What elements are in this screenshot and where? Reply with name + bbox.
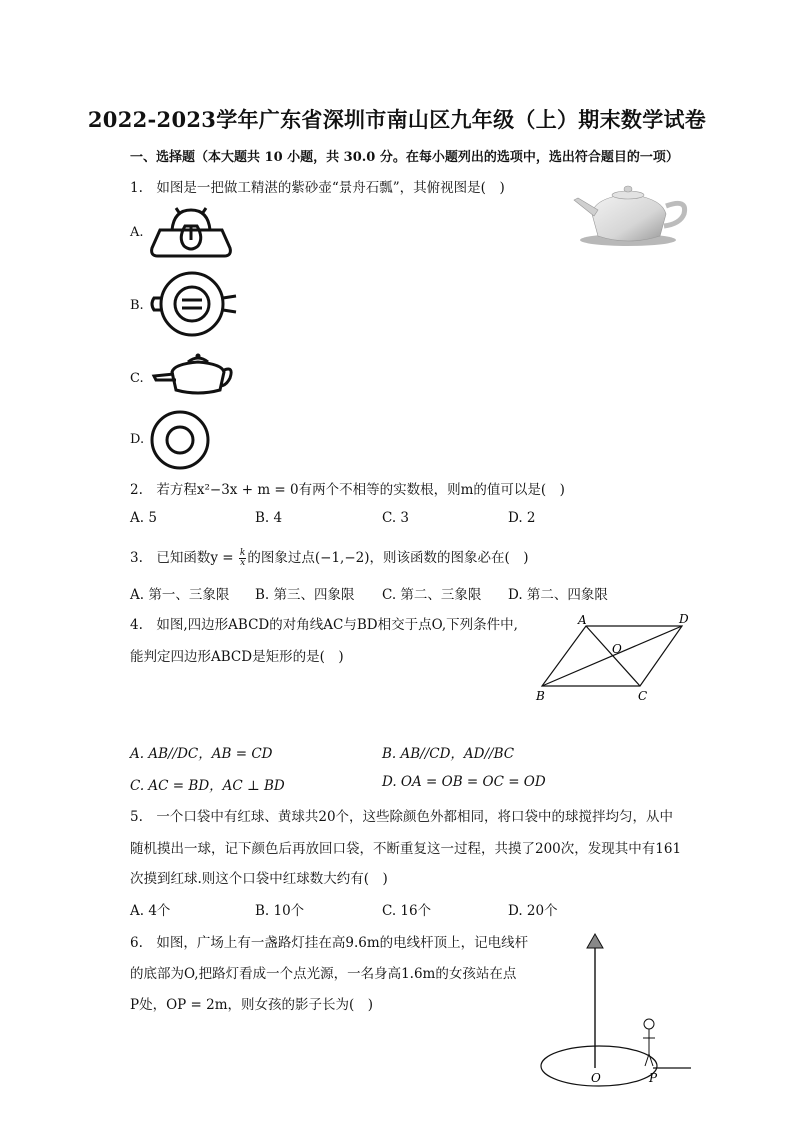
- label-o-point: O: [591, 1071, 601, 1085]
- question-5-line3: 次摸到红球.则这个口袋中红球数大约有( ): [130, 871, 388, 887]
- label-p-point: P: [649, 1071, 658, 1085]
- streetlight-figure: [535, 928, 693, 1088]
- option-c-label: C.: [130, 371, 144, 386]
- question-4-stem-line1: 4. 如图,四边形ABCD的对角线AC与BD相交于点O,下列条件中,: [130, 617, 518, 633]
- parallelogram-figure: [530, 610, 694, 706]
- question-5-line1: 5. 一个口袋中有红球、黄球共20个，这些除颜色外都相同，将口袋中的球搅拌均匀，从中: [130, 809, 674, 825]
- option-d-figure: [150, 410, 212, 472]
- question-5-line2: 随机摸出一球，记下颜色后再放回口袋，不断重复这一过程，共摸了200次，发现其中有161: [130, 841, 682, 857]
- q4-option-d: D. OA = OB = OC = OD: [382, 774, 546, 790]
- section-heading: 一、选择题（本大题共 10 小题，共 30.0 分。在每小题列出的选项中，选出符合题目的一项）: [130, 150, 679, 165]
- q4-option-b: B. AB//CD，AD//BC: [382, 746, 515, 762]
- question-3-stem: [130, 546, 529, 568]
- q3-frac-num: k: [239, 548, 246, 558]
- page-title: 2022-2023学年广东省深圳市南山区九年级（上）期末数学试卷: [87, 107, 707, 132]
- q3-option-a: A. 第一、三象限: [130, 587, 230, 603]
- q3-frac-den: x: [240, 558, 246, 568]
- q4-option-c: C. AC = BD，AC ⊥ BD: [130, 778, 285, 794]
- q5-option-a: A. 4个: [130, 903, 171, 919]
- label-o: O: [612, 642, 622, 656]
- option-a-label: A.: [130, 225, 144, 240]
- question-6-line1: 6. 如图，广场上有一盏路灯挂在高9.6m的电线杆顶上，记电线杆: [130, 935, 529, 951]
- q5-option-d: D. 20个: [508, 903, 558, 919]
- q5-option-c: C. 16个: [382, 903, 432, 919]
- question-4-stem-line2: 能判定四边形ABCD是矩形的是( ): [130, 649, 344, 665]
- question-6-line3: P处，OP = 2m，则女孩的影子长为( ): [130, 997, 374, 1013]
- q2-option-d: D. 2: [508, 510, 536, 526]
- label-d: D: [679, 612, 689, 626]
- q2-option-c: C. 3: [382, 510, 410, 526]
- label-b: B: [536, 689, 545, 703]
- question-1-stem: 1. 如图是一把做工精湛的紫砂壶“景舟石瓢”，其俯视图是( ): [130, 180, 505, 196]
- q2-option-a: A. 5: [130, 510, 157, 526]
- q3-option-b: B. 第三、四象限: [255, 587, 355, 603]
- q3-option-c: C. 第二、三象限: [382, 587, 482, 603]
- q3-fraction: [239, 549, 246, 568]
- option-a-figure: [150, 204, 234, 260]
- teapot-photo: [570, 176, 692, 248]
- option-d-label: D.: [130, 432, 145, 447]
- q2-option-b: B. 4: [255, 510, 283, 526]
- label-c: C: [638, 689, 648, 703]
- q3-option-d: D. 第二、四象限: [508, 587, 608, 603]
- q3-stem-after: 的图象过点(−1,−2)，则该函数的图象必在( ): [247, 550, 529, 566]
- q5-option-b: B. 10个: [255, 903, 305, 919]
- q4-option-a: A. AB//DC，AB = CD: [130, 746, 273, 762]
- label-a: A: [578, 613, 587, 627]
- question-6-line2: 的底部为O,把路灯看成一个点光源，一名身高1.6m的女孩站在点: [130, 966, 517, 982]
- q3-stem-before: 3. 已知函数y =: [130, 550, 238, 566]
- option-c-figure: [150, 350, 236, 400]
- option-b-label: B.: [130, 298, 144, 313]
- option-b-figure: [150, 270, 240, 338]
- question-2-stem: 2. 若方程x²−3x + m = 0有两个不相等的实数根，则m的值可以是( ): [130, 482, 565, 498]
